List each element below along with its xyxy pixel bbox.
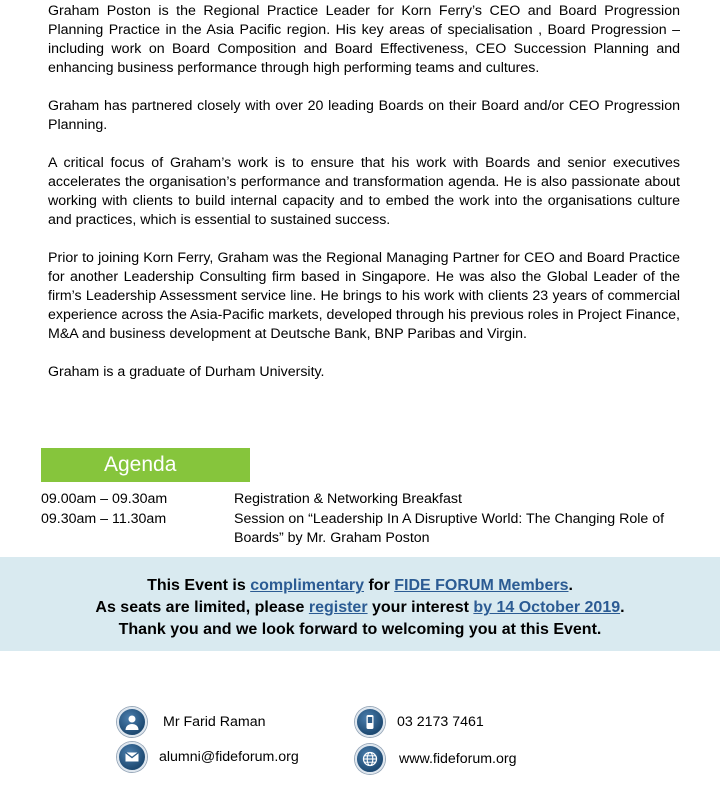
cta-text: your interest — [367, 599, 474, 616]
speaker-bio — [48, 2, 680, 382]
contact-person — [117, 707, 266, 737]
bio-paragraph: Prior to joining Korn Ferry, Graham was the Regional Managing Partner for CEO and Board Practice for another Leadership Consulting firm based in Singapore. He was also the Global Leader of the firm’s Leadership Assessment service line. He brings to his work with clients 23 years of commercial experience across the Asia-Pacific markets, developed through his previous roles in Project Finance, M&A and business development at Deutsche Bank, BNP Paribas and Virgin. — [48, 250, 680, 342]
deadline-link[interactable]: by 14 October 2019 — [473, 599, 621, 616]
bio-paragraph: Graham is a graduate of Durham University. — [48, 364, 325, 380]
website-link[interactable]: www.fideforum.org — [399, 751, 517, 767]
cta-text: . — [620, 599, 625, 616]
agenda-item — [41, 510, 691, 549]
complimentary-link[interactable]: complimentary — [250, 577, 365, 594]
cta-text: As seats are limited, please — [95, 599, 309, 616]
bio-paragraph: Graham has partnered closely with over 20 leading Boards on their Board and/or CEO Progression Planning. — [48, 98, 680, 133]
cta-text: This Event is — [147, 577, 251, 594]
bio-paragraph: Graham Poston is the Regional Practice Leader for Korn Ferry’s CEO and Board Progression Planning Practice in the Asia Pacific region. His key areas of specialisation , Board Progression – including work on Board Composition and Board Effectiveness, CEO Succession Planning and enhancing business performance through high performing teams and cultures. — [48, 3, 680, 76]
person-icon — [117, 707, 147, 737]
agenda-item — [41, 490, 691, 510]
globe-icon — [355, 744, 385, 774]
contact-phone — [355, 707, 484, 737]
phone-number[interactable]: 03 2173 7461 — [397, 714, 484, 730]
phone-icon — [355, 707, 385, 737]
agenda-list — [41, 490, 691, 549]
cta-line-1 — [0, 575, 720, 597]
call-to-action-banner — [0, 557, 720, 651]
envelope-icon — [117, 742, 147, 772]
contact-website — [355, 744, 516, 774]
agenda-title: Agenda — [104, 453, 177, 476]
fide-forum-members-link[interactable]: FIDE FORUM Members — [394, 577, 569, 594]
agenda-time: 09.30am – 11.30am — [41, 510, 167, 527]
cta-line-3: Thank you and we look forward to welcoming you at this Event. — [118, 621, 602, 638]
agenda-description: Session on “Leadership In A Disruptive World: The Changing Role of Boards” by Mr. Graham Poston — [234, 510, 665, 546]
email-address[interactable]: alumni@fideforum.org — [159, 749, 299, 765]
bio-paragraph: A critical focus of Graham’s work is to ensure that his work with Boards and senior executives accelerates the organisation’s performance and transformation agenda. He is also passionate about working with clients to build internal capacity and to embed the work into the organisations culture and practices, which is essential to sustained success. — [48, 155, 680, 228]
agenda-header — [41, 448, 250, 482]
agenda-description: Registration & Networking Breakfast — [234, 491, 462, 507]
contact-email — [117, 742, 299, 772]
cta-text: for — [364, 577, 395, 594]
cta-line-2 — [0, 597, 720, 619]
cta-text: . — [568, 577, 573, 594]
register-link[interactable]: register — [308, 599, 368, 616]
agenda-time: 09.00am – 09.30am — [41, 491, 168, 507]
contact-person-name: Mr Farid Raman — [163, 714, 266, 730]
